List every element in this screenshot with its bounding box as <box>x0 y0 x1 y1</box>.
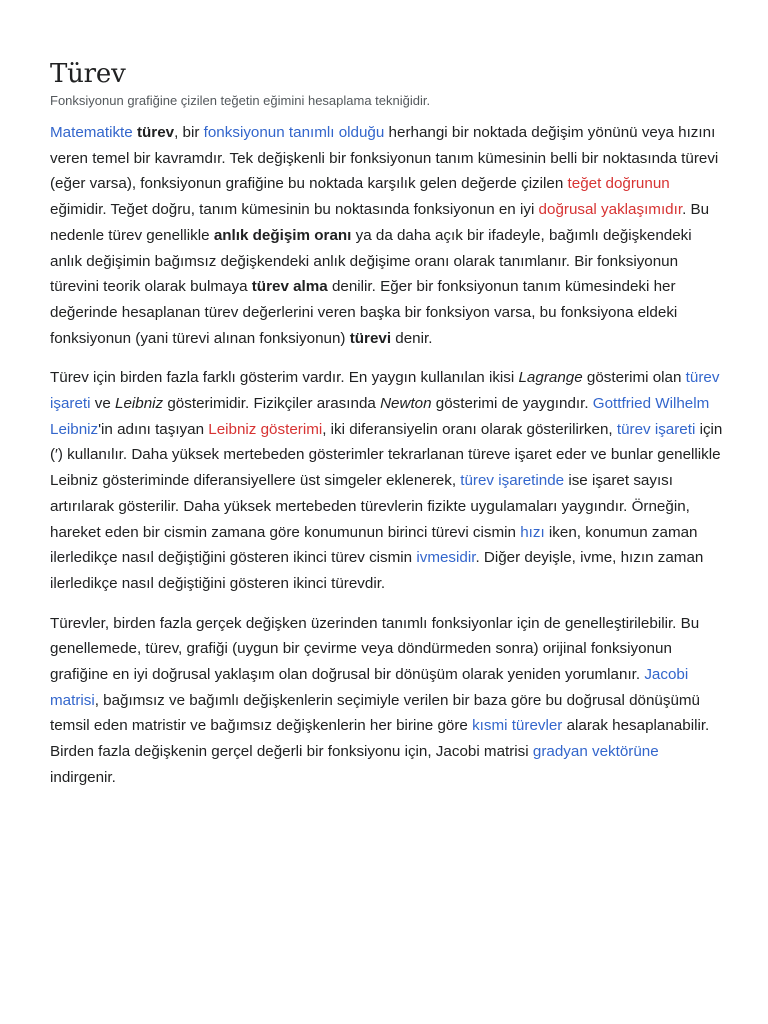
italic-term: Lagrange <box>518 369 583 387</box>
inline-link[interactable]: türev işareti <box>616 420 696 438</box>
inline-link[interactable]: hızı <box>520 523 545 541</box>
paragraph-text: gösterimi de yaygındır. <box>431 395 593 413</box>
bold-term: türev alma <box>251 278 328 296</box>
paragraph-text: , bağımsız ve bağımlı değişkenlerin seçimiyle verilen bir baza göre bu doğrusal dönüşümü temsil eden matristir ve bağımsız değişkenlerin her birine göre <box>50 691 701 735</box>
inline-link[interactable]: kısmi türevler <box>472 717 563 735</box>
paragraph-text: indirgenir. <box>50 768 116 786</box>
inline-link[interactable]: Jacobi matrisi <box>50 666 689 709</box>
paragraph-generalization <box>50 611 725 791</box>
page-title: Türev <box>50 59 126 89</box>
inline-link[interactable]: gradyan vektörüne <box>532 743 659 761</box>
paragraph-text: herhangi bir noktada değişim yönünü veya hızını veren temel bir kavramdır. Tek değişkenli bir fonksiyonun tanım kümesinin belli bir noktasında türevi (eğer varsa), fonksiyonun grafiğine bu noktada karşılık gelen değerde çizilen <box>50 124 719 193</box>
page-subtitle: Fonksiyonun grafiğine çizilen teğetin eğimini hesaplama tekniğidir. <box>50 93 431 108</box>
inline-link[interactable]: ivmesidir <box>416 549 476 567</box>
inline-link[interactable]: Leibniz gösterimi <box>208 420 323 438</box>
paragraph-text: 'in adını taşıyan <box>98 420 209 438</box>
bold-term: türevi <box>349 329 392 347</box>
inline-link[interactable]: doğrusal yaklaşımıdır <box>538 201 683 219</box>
inline-link[interactable]: türev işareti <box>50 369 720 413</box>
paragraph-text: gösterimi olan <box>582 369 686 387</box>
inline-link[interactable]: teğet doğrunun <box>567 175 670 193</box>
italic-term: Leibniz <box>115 395 164 413</box>
paragraph-text: denir. <box>391 329 433 347</box>
paragraph-text: ise işaret sayısı artırılarak gösterilir. Daha yüksek mertebeden türevlerin fizikte uygulamaları yaygındır. Örneğin, hareket eden bir cismin zamana göre konumunun birinci türevi cismin <box>50 472 690 541</box>
inline-link[interactable]: fonksiyonun tanımlı olduğu <box>203 124 385 141</box>
paragraph-text: için (′) kullanılır. Daha yüksek mertebeden gösterimler tekrarlanan türeve işaret eder ve bunlar genellikle Leibniz gösteriminde diferansiyellere üst simgeler eklenerek, <box>50 420 723 490</box>
paragraph-notation <box>50 365 725 596</box>
paragraph-text: . Bu nedenle türev genellikle <box>50 201 710 244</box>
paragraph-text: ya da daha açık bir ifadeyle, bağımlı değişkendeki anlık değişimin bağımsız değişkendeki anlık değişime oranı olarak tanımlanır. Bir fonksiyonun türevini teorik olarak bulmaya <box>50 226 692 296</box>
paragraph-text: , iki diferansiyelin oranı olarak gösterilirken, <box>322 420 617 438</box>
paragraph-text: Türev için birden fazla farklı gösterim vardır. En yaygın kullanılan ikisi <box>50 369 519 387</box>
inline-link[interactable]: Gottfried Wilhelm Leibniz <box>50 395 710 438</box>
paragraph-text: . Diğer deyişle, ivme, hızın zaman ilerledikçe nasıl değiştiğini gösteren ikinci türevdir. <box>50 549 704 592</box>
italic-term: Newton <box>380 395 432 413</box>
inline-link[interactable]: Matematikte <box>50 124 133 141</box>
paragraph-text: , bir <box>174 124 204 141</box>
bold-term: türev <box>136 124 175 141</box>
bold-term: anlık değişim oranı <box>213 226 352 244</box>
article-content <box>50 56 725 805</box>
paragraph-text: ve <box>90 395 115 413</box>
paragraph-text: alarak hesaplanabilir. Birden fazla değişkenin gerçel değerli bir fonksiyonu için, Jacobi matrisi <box>50 717 710 761</box>
paragraph-text: eğimidir. Teğet doğru, tanım kümesinin bu noktasında fonksiyonun en iyi <box>50 201 539 219</box>
paragraph-text: Türevler, birden fazla gerçek değişken üzerinden tanımlı fonksiyonlar için de genelleştirilebilir. Bu genellemede, türev, grafiği (uygun bir çevirme veya döndürmeden sonra) orijinal fonksiyonun grafiğine en iyi doğrusal yaklaşım olan doğrusal bir dönüşüm olarak yeniden yorumlanır. <box>50 614 700 684</box>
paragraph-intro <box>50 120 725 351</box>
paragraph-text: iken, konumun zaman ilerledikçe nasıl değiştiğini gösteren ikinci türev cismin <box>50 523 698 567</box>
paragraph-text: gösterimidir. Fizikçiler arasında <box>163 395 381 413</box>
inline-link[interactable]: türev işaretinde <box>460 472 565 490</box>
paragraph-text: denilir. Eğer bir fonksiyonun tanım kümesindeki her değerinde hesaplanan türev değerlerini veren başka bir fonksiyon varsa, bu fonksiyona eldeki fonksiyonun (yani türevi alınan fonksiyonun) <box>50 278 678 347</box>
